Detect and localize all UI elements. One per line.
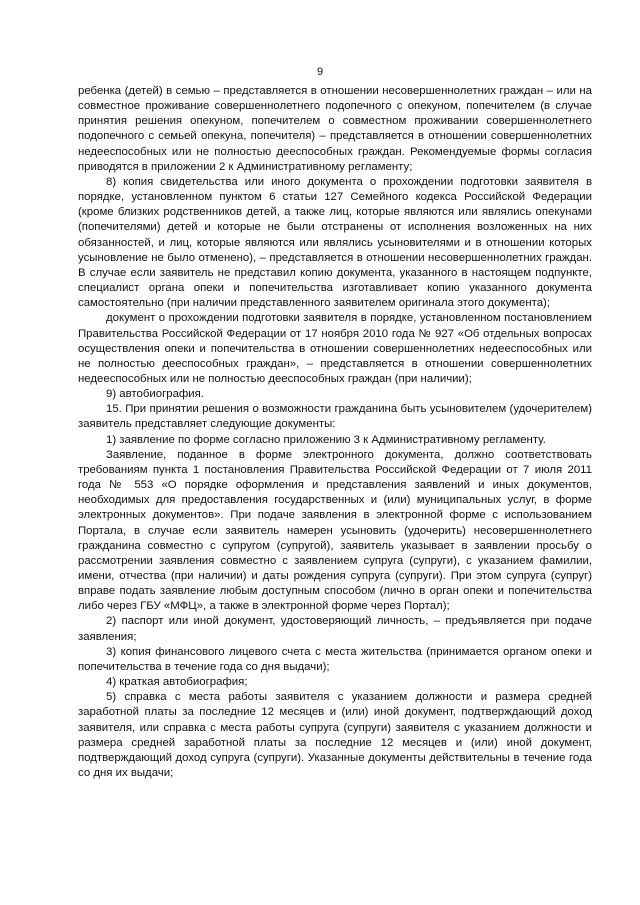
paragraph: 9) автобиография. <box>106 388 204 401</box>
paragraph: 5) справка с места работы заявителя с указанием должности и размера средней заработной платы за последние 12 месяцев и (или) иной документ, подтверждающий доход заявителя, или справка с места работы супруга (супруги) заявителя с указанием должности и размера средней заработной платы за последние 12 месяцев и (или) иной документ, подтверждающий доход супруга (супруги). Указанные документы действительны в течение года со дня их выдачи; <box>78 691 592 780</box>
paragraph: 1) заявление по форме согласно приложению 3 к Административному регламенту. <box>106 433 546 446</box>
paragraph: 8) копия свидетельства или иного документа о прохождении подготовки заявителя в порядке, установленном пунктом 6 статьи 127 Семейного кодекса Российской Федерации (кроме близких родственников детей, а также лиц, которые являются или являлись опекунами (попечителями) детей и которые не были отстранены от исполнения возложенных на них обязанностей, и лиц, которые являются или являлись усыновителями и в отношении которых усыновление не было отменено), – представляется в отношении несовершеннолетних граждан. В случае если заявитель не представил копию документа, указанного в настоящем подпункте, специалист органа опеки и попечительства изготавливает копию указанного документа самостоятельно (при наличии представленного заявителем оригинала этого документа); <box>78 175 592 310</box>
page-number: 9 <box>316 66 324 78</box>
paragraph: 15. При принятии решения о возможности гражданина быть усыновителем (удочерителем) заявитель представляет следующие документы: <box>78 403 592 431</box>
paragraph: ребенка (детей) в семью – представляется в отношении несовершеннолетних граждан – или на совместное проживание совершеннолетнего подопечного с опекуном, попечителем (в случае принятия решения опекуном, попечителем о совместном проживании совершеннолетнего подопечного с семьей опекуна, попечителя) – представляется в отношении совершеннолетних недееспособных или не полностью дееспособных граждан. Рекомендуемые формы согласия приводятся в приложении 2 к Административному регламенту; <box>78 85 592 173</box>
paragraph: документ о прохождении подготовки заявителя в порядке, установленном постановлением Правительства Российской Федерации от 17 ноября 2010 года № 927 «Об отдельных вопросах осуществления опеки и попечительства в отношении совершеннолетних недееспособных или не полностью дееспособных граждан», – представляется в отношении совершеннолетних недееспособных или не полностью дееспособных граждан (при наличии); <box>78 312 592 385</box>
paragraph: 2) паспорт или иной документ, удостоверяющий личность, – предъявляется при подаче заявления; <box>78 615 592 643</box>
document-body <box>78 84 592 781</box>
paragraph: Заявление, поданное в форме электронного документа, должно соответствовать требованиям пункта 1 постановления Правительства Российской Федерации от 7 июля 2011 года № 553 «О порядке оформления и представления заявлений и иных документов, необходимых для предоставления государственных и (или) муниципальных услуг, в форме электронных документов». При подаче заявления в электронной форме с использованием Портала, в случае если заявитель намерен усыновить (удочерить) несовершеннолетнего гражданина совместно с супругом (супругой), заявитель указывает в заявлении просьбу о рассмотрении заявления совместно с заявлением супруга (супруги), с указанием фамилии, имени, отчества (при наличии) и даты рождения супруга (супруги). При этом супруга (супруг) вправе подать заявление любым доступным способом (лично в орган опеки и попечительства либо через ГБУ «МФЦ», а также в электронной форме через Портал); <box>78 448 592 613</box>
paragraph: 4) краткая автобиография; <box>106 676 248 689</box>
paragraph: 3) копия финансового лицевого счета с места жительства (принимается органом опеки и попечительства в течение года со дня выдачи); <box>78 645 592 673</box>
